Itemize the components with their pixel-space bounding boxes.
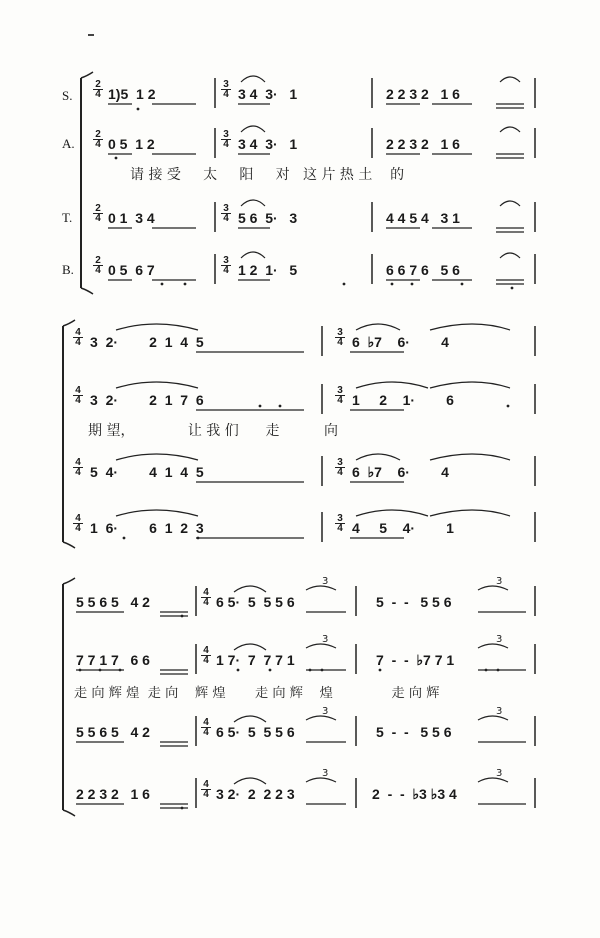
time-signature: 4 4 [72, 458, 84, 477]
measure-2: 6 5· 5 5 5 6 [216, 594, 295, 610]
time-signature: 3 4 [334, 514, 346, 533]
time-signature: 3 4 [220, 204, 232, 223]
time-signature: 4 4 [200, 718, 212, 737]
measure-1: 0 5 6 7 [108, 262, 155, 278]
staff-alto [0, 646, 600, 676]
measure-1: 1 6· 6 1 2 3 [90, 520, 204, 536]
staff-alto [0, 130, 600, 160]
time-signature: 3 4 [220, 256, 232, 275]
time-signature: 3 4 [220, 130, 232, 149]
voice-label-tenor: T. [62, 210, 73, 225]
time-signature: 4 4 [200, 780, 212, 799]
staff-tenor [0, 718, 600, 748]
time-signature: 3 4 [334, 458, 346, 477]
measure-1: 0 1 3 4 [108, 210, 155, 226]
lyrics-alto: 走 向 辉 煌 走 向 辉 煌 走 向 辉 煌 走 向 辉 [74, 686, 440, 701]
time-signature: 4 4 [200, 646, 212, 665]
measure-2: 4 5 4· 1 [352, 520, 454, 536]
measure-3: 2 2 3 2 1 6 [386, 86, 460, 102]
triplet-mark: 3 [496, 634, 503, 645]
measure-1: 3 2· 2 1 4 5 [90, 334, 204, 350]
staff-bass [0, 780, 600, 810]
triplet-mark: 3 [496, 576, 503, 587]
staff-soprano [0, 328, 600, 358]
measure-1: 5 4· 4 1 4 5 [90, 464, 204, 480]
staff-tenor [0, 458, 600, 488]
staff-soprano [0, 588, 600, 618]
triplet-mark: 3 [322, 768, 329, 779]
measure-1: 5 5 6 5 4 2 [76, 594, 150, 610]
time-signature: 3 4 [334, 328, 346, 347]
measure-3: 7 - - ♭7 7 1 [376, 652, 455, 668]
time-signature: 4 4 [72, 386, 84, 405]
triplet-mark: 3 [322, 576, 329, 587]
lyrics-alto: 期 望， 让 我 们 走 向 [88, 423, 338, 439]
triplet-mark: 3 [496, 768, 503, 779]
measure-2: 6 ♭7 6· 4 [352, 334, 449, 350]
measure-3: 2 - - ♭3 ♭3 4 [372, 786, 457, 802]
voice-label-bass: B. [62, 262, 74, 277]
measure-1: 5 5 6 5 4 2 [76, 724, 150, 740]
triplet-mark: 3 [322, 706, 329, 717]
measure-2: 3 4 3· 1 [238, 136, 298, 152]
time-signature: 4 4 [200, 588, 212, 607]
measure-3: 5 - - 5 5 6 [376, 724, 452, 740]
lyrics-alto: 请 接 受 太 阳 对 这 片 热 土 的 [130, 167, 405, 183]
measure-1: 3 2· 2 1 7 6 [90, 392, 204, 408]
measure-1: 0 5 1 2 [108, 136, 155, 152]
time-signature: 2 4 [92, 256, 104, 275]
time-signature: 2 4 [92, 80, 104, 99]
measure-2: 3 4 3· 1 [238, 86, 298, 102]
time-signature: 4 4 [72, 328, 84, 347]
time-signature: 2 4 [92, 130, 104, 149]
measure-2: 5 6 5· 3 [238, 210, 298, 226]
measure-2: 1 7· 7 7 7 1 [216, 652, 295, 668]
measure-2: 6 ♭7 6· 4 [352, 464, 449, 480]
time-signature: 3 4 [334, 386, 346, 405]
staff-soprano [0, 80, 600, 110]
measure-1: 2 2 3 2 1 6 [76, 786, 150, 802]
time-signature: 2 4 [92, 204, 104, 223]
measure-1: 7 7 1 7 6 6 [76, 652, 150, 668]
staff-alto [0, 386, 600, 416]
voice-label-alto: A. [62, 136, 75, 151]
staff-tenor [0, 204, 600, 234]
time-signature: 4 4 [72, 514, 84, 533]
triplet-mark: 3 [496, 706, 503, 717]
staff-bass [0, 256, 600, 286]
time-signature: 3 4 [220, 80, 232, 99]
measure-3: 5 - - 5 5 6 [376, 594, 452, 610]
voice-label-soprano: S. [62, 88, 73, 103]
measure-1: 1)5 1 2 [108, 86, 156, 102]
staff-bass [0, 514, 600, 544]
measure-2: 6 5· 5 5 5 6 [216, 724, 295, 740]
measure-3: 4 4 5 4 3 1 [386, 210, 460, 226]
measure-2: 3 2· 2 2 2 3 [216, 786, 295, 802]
page-mark [88, 34, 94, 36]
measure-2: 1 2 1· 6 [352, 392, 454, 408]
measure-2: 1 2 1· 5 [238, 262, 298, 278]
measure-3: 6 6 7 6 5 6 [386, 262, 460, 278]
triplet-mark: 3 [322, 634, 329, 645]
system-bracket [62, 326, 64, 542]
measure-3: 2 2 3 2 1 6 [386, 136, 460, 152]
